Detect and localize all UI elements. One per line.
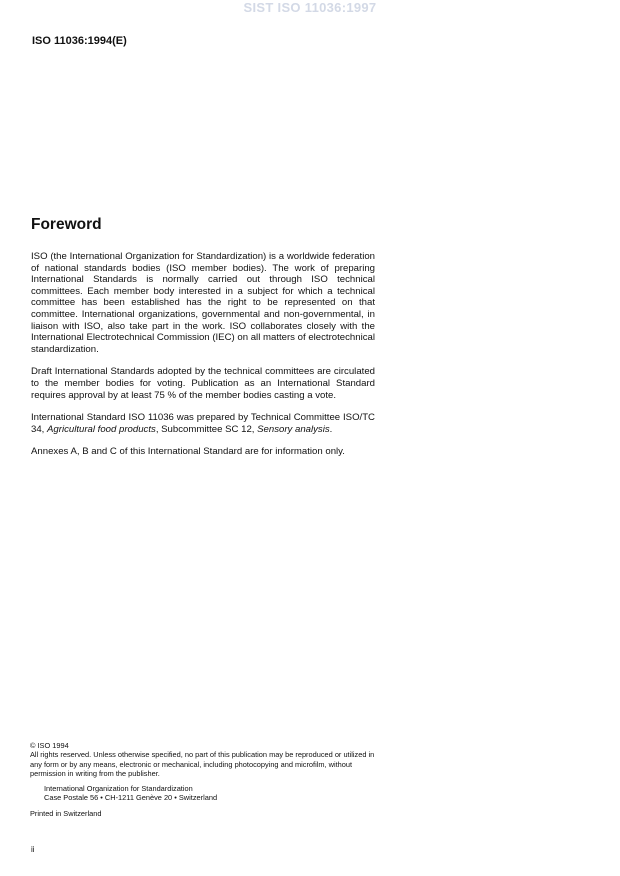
publisher-address	[44, 784, 380, 803]
document-id: ISO 11036:1994(E)	[32, 35, 127, 47]
rights-statement: All rights reserved. Unless otherwise specified, no part of this publication may be reproduced or utilized in any form or by any means, electronic or mechanical, including photocopying and microfilm, without permission in writing from the publisher.	[30, 750, 375, 778]
paragraph-3-text-b: , Subcommittee SC 12,	[155, 423, 258, 435]
subcommittee-name: Sensory analysis	[257, 423, 330, 435]
foreword-paragraph-1: ISO (the International Organization for Standardization) is a worldwide federation of national standards bodies (ISO member bodies). The work of preparing International Standards is normally carried out through ISO technical committees. Each member body interested in a subject for which a technical committee has been established has the right to be represented on that committee. International organizations, governmental and non-governmental, in liaison with ISO, also take part in the work. ISO collaborates closely with the International Electrotechnical Commission (IEC) on all matters of electrotechnical standardization.	[31, 251, 375, 355]
foreword-title: Foreword	[31, 216, 102, 233]
page-number: ii	[31, 845, 35, 854]
printed-in: Printed in Switzerland	[30, 808, 102, 818]
foreword-paragraph-3	[31, 412, 375, 435]
paragraph-3-text-c: .	[329, 423, 333, 435]
paragraph-3-text-a: International Standard ISO 11036 was prepared by Technical Committee ISO/TC 34,	[31, 412, 375, 435]
foreword-paragraph-2: Draft International Standards adopted by the technical committees are circulated to the member bodies for voting. Publication as an International Standard requires approval by at least 75 % of the member bodies casting a vote.	[31, 366, 375, 401]
watermark: SIST ISO 11036:1997	[243, 0, 377, 15]
copyright-block	[30, 741, 380, 818]
publisher-name: International Organization for Standardization	[44, 784, 193, 794]
copyright-line: © ISO 1994	[30, 741, 69, 750]
foreword-paragraph-4: Annexes A, B and C of this International Standard are for information only.	[31, 446, 345, 458]
publisher-postal: Case Postale 56 • CH-1211 Genève 20 • Switzerland	[44, 793, 218, 803]
committee-name: Agricultural food products	[47, 423, 156, 435]
foreword-body	[31, 251, 375, 469]
